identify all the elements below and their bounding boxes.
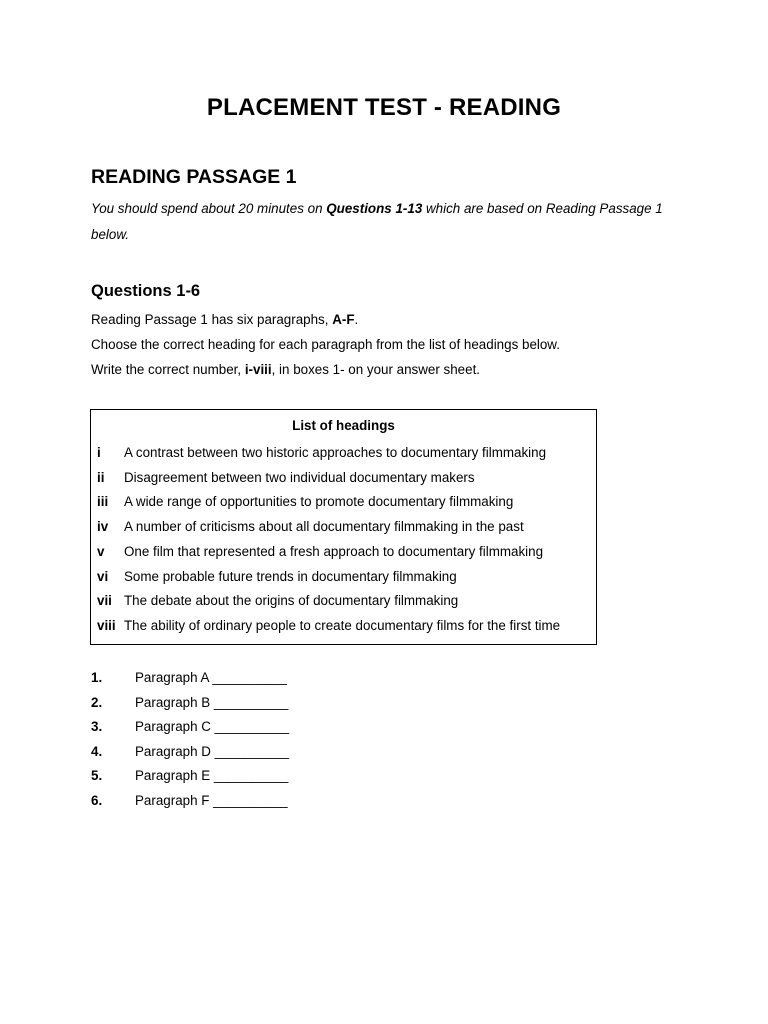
instruction-number-range: i-viii [244,361,272,377]
instruction-line-2: Choose the correct heading for each paragraph from the list of headings below. [91,336,560,352]
headings-box [90,409,597,645]
answer-number: 2. [91,694,103,710]
heading-number: i [97,445,101,460]
instruction-line-3 [91,358,691,383]
intro-text-end: which are based on Reading Passage 1 below. [91,201,663,242]
heading-text: A wide range of opportunities to promote documentary filmmaking [124,494,514,510]
answer-number: 3. [91,719,103,735]
instruction-line-3-end: , in boxes 1- on your answer sheet. [271,361,481,377]
heading-number: viii [97,617,116,633]
answer-blank: Paragraph E __________ [135,768,289,784]
heading-item [91,443,596,468]
heading-text: The debate about the origins of documentary filmmaking [124,593,459,609]
heading-item [91,517,596,542]
instruction-line-1 [91,308,691,333]
answer-blank: Paragraph A __________ [135,670,287,685]
heading-item [91,492,596,517]
heading-text: Disagreement between two individual documentary makers [124,469,475,485]
intro-questions-range: Questions 1-13 [326,201,423,216]
answer-number: 1. [91,670,103,685]
instruction-line-3-start: Write the correct number, [91,361,245,377]
heading-item [91,468,596,493]
heading-text: Some probable future trends in documentary filmmaking [124,568,457,584]
answer-number: 5. [91,768,103,784]
passage-title: READING PASSAGE 1 [91,166,297,188]
heading-item [91,591,596,616]
instruction-line-1-start: Reading Passage 1 has six paragraphs, [91,312,333,327]
instruction-line-1-end: . [354,312,359,327]
intro-text [91,196,691,247]
heading-item [91,567,596,592]
heading-text: A number of criticisms about all documentary filmmaking in the past [124,519,524,535]
heading-item [91,542,596,567]
heading-number: v [97,543,105,559]
headings-title: List of headings [292,418,395,433]
answer-number: 6. [91,792,103,808]
heading-number: iii [97,494,109,510]
questions-title: Questions 1-6 [91,282,201,300]
heading-text: The ability of ordinary people to create documentary films for the first time [124,617,561,633]
heading-text: One film that represented a fresh approach to documentary filmmaking [124,543,544,559]
instruction-paragraph-range: A-F [332,312,355,327]
heading-item [91,616,596,641]
answer-blank: Paragraph C __________ [135,719,290,735]
heading-number: vii [97,593,112,609]
heading-number: vi [97,568,109,584]
heading-text: A contrast between two historic approaches to documentary filmmaking [124,445,547,460]
heading-number: iv [97,519,109,535]
heading-number: ii [97,469,105,485]
answer-blank: Paragraph B __________ [135,694,289,710]
answer-blank: Paragraph D __________ [135,743,290,759]
page-title: PLACEMENT TEST - READING [206,94,562,121]
answer-blank: Paragraph F __________ [135,792,288,808]
intro-text-start: You should spend about 20 minutes on [91,201,327,216]
answer-number: 4. [91,743,103,759]
instructions [91,308,691,382]
